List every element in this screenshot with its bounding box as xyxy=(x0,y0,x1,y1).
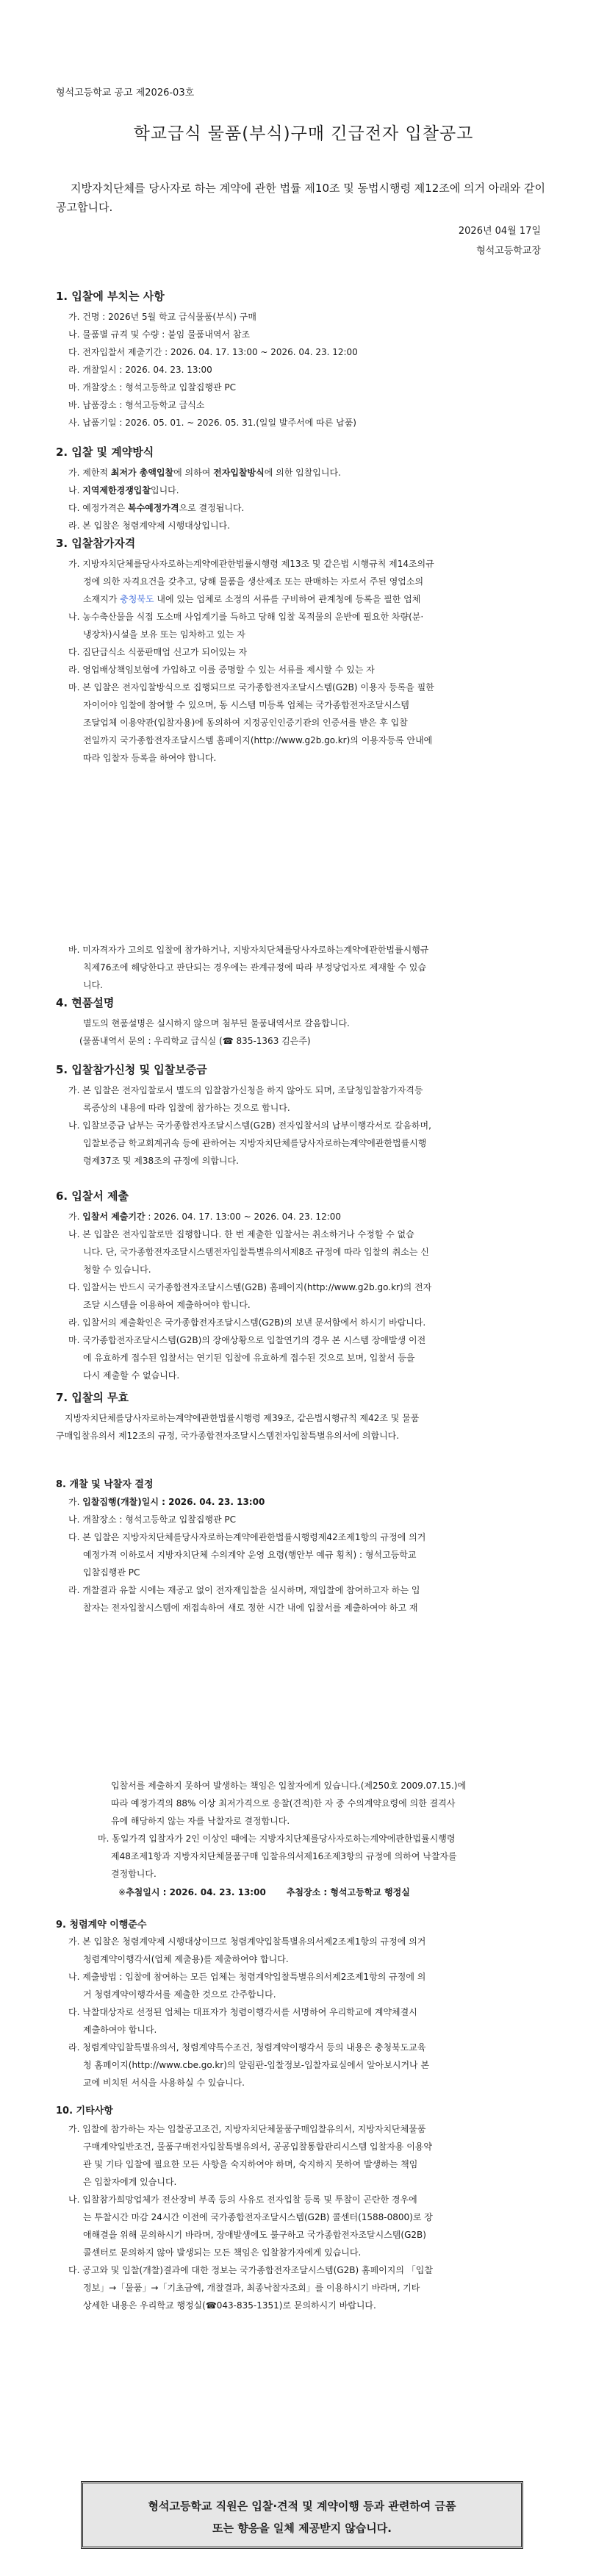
contact-line xyxy=(79,1034,311,1047)
draw-info xyxy=(118,1886,410,1898)
list-item: 가. 지방자치단체를당사자로하는계약에관한법률시행령 제13조 및 같은법 시행규칙 제14조의규 xyxy=(68,559,434,569)
list-item-continued: 정에 의한 자격요건을 갖추고, 당해 물품을 생산제조 또는 판매하는 자로서 주된 영업소의 xyxy=(83,576,424,587)
list-item: 라. 청렴계약입찰특별유의서, 청렴계약특수조건, 청렴계약이행각서 등의 내용은 충청북도교육 xyxy=(68,2042,426,2053)
list-item: 라. 개찰일시 : 2026. 04. 23. 13:00 xyxy=(68,365,212,375)
text: 내에 있는 업체로 소정의 서류를 구비하여 관계청에 등록을 필한 업체 xyxy=(154,594,421,604)
list-item-continued: 제출하여야 합니다. xyxy=(83,2025,157,2035)
text: 가. xyxy=(68,1497,83,1507)
list-item xyxy=(68,466,341,479)
list-item: 나. 본 입찰은 전자입찰로만 집행합니다. 한 번 제출한 입찰서는 취소하거나 수정할 수 없습 xyxy=(68,1229,414,1239)
integrity-notice-box xyxy=(81,2481,523,2549)
list-item-continued: 에 유효하게 접수된 입찰서는 연기된 입찰에 유효하게 접수된 것으로 보며, 입찰서 등을 xyxy=(83,1353,415,1363)
section-heading: 1. 입찰에 부치는 사항 xyxy=(56,290,165,303)
list-item-continued xyxy=(83,593,420,605)
list-item: 바. 납품장소 : 형석고등학교 급식소 xyxy=(68,400,205,410)
list-item-continued: 교에 비치된 서식을 사용하실 수 있습니다. xyxy=(83,2078,245,2088)
list-item: 나. 입찰보증금 납부는 국가종합전자조달시스템(G2B) 전자입찰서의 납부이행각서로 갈음하며, xyxy=(68,1120,431,1131)
list-item-continued: 니다. 단, 국가종합전자조달시스템전자입찰특별유의서제8조 규정에 따라 입찰의 취소는 신 xyxy=(83,1247,429,1257)
section-heading: 2. 입찰 및 계약방식 xyxy=(56,446,154,459)
list-item-continued: 다시 제출할 수 없습니다. xyxy=(83,1370,180,1381)
list-item-continued: 따라 입찰자 등록을 하여야 합니다. xyxy=(83,753,217,763)
emphasis: 최저가 총액입찰 xyxy=(110,468,174,478)
list-item-continued: 따라 예정가격의 88% 이상 최저가격으로 응찰(견적)한 자 중 수의계약요령에 의한 결격사 xyxy=(111,1798,456,1808)
text: : 2026. 04. 17. 13:00 ~ 2026. 04. 23. 12:00 xyxy=(145,1212,342,1222)
paragraph-line: 별도의 현품설명은 실시하지 않으며 첨부된 물품내역서로 갈음합니다. xyxy=(83,1018,350,1028)
announcement-date: 2026년 04월 17일 xyxy=(458,226,541,237)
list-item-continued: 는 투찰시간 마감 24시간 이전에 국가종합전자조달시스템(G2B) 콜센터(1588-0800)로 장 xyxy=(83,2212,433,2222)
integrity-notice-line: 또는 향응을 일체 제공받지 않습니다. xyxy=(212,2522,392,2535)
list-item: 라. 본 입찰은 청렴계약제 시행대상입니다. xyxy=(68,520,230,531)
list-item-continued: 냉장차)시설을 보유 또는 임차하고 있는 자 xyxy=(83,629,245,640)
list-item: 다. 입찰서는 반드시 국가종합전자조달시스템(G2B) 홈페이지(http://www.g2b.go.kr)의 전자 xyxy=(68,1282,432,1292)
list-item-continued: 록증상의 내용에 따라 입찰에 참가하는 것으로 합니다. xyxy=(83,1103,290,1113)
list-item: 나. 개찰장소 : 형석고등학교 입찰집행관 PC xyxy=(68,1514,237,1525)
list-item-continued: 거 청렴계약이행각서를 제출한 것으로 간주합니다. xyxy=(83,1989,276,2000)
text: 가. xyxy=(68,1212,83,1222)
text: 043-835-1351)로 문의하시기 바랍니다. xyxy=(216,2300,376,2311)
list-item: 사. 납품기일 : 2026. 05. 01. ~ 2026. 05. 31.(일일 발주서에 따른 납품) xyxy=(68,418,356,428)
list-item: 마. 국가종합전자조달시스템(G2B)의 장애상황으로 입찰연기의 경우 본 시스템 장애발생 이전 xyxy=(68,1335,426,1345)
list-item-continued: 자이어야 입찰에 참여할 수 있으며, 동 시스템 미등록 업체는 국가종합전자조달시스템 xyxy=(83,700,409,710)
paragraph-line: 지방자치단체를당사자로하는계약에관한법률시행령 제39조, 같은법시행규칙 제42조 및 물품 xyxy=(65,1413,420,1423)
highlight-text: 충청북도 xyxy=(120,594,154,604)
emphasis: 전자입찰방식 xyxy=(213,468,265,478)
text: 입니다. xyxy=(150,485,179,495)
list-item xyxy=(68,501,244,514)
list-item: 나. 제출방법 : 입찰에 참여하는 모든 업체는 청렴계약입찰특별유의서제2조제1항의 규정에 의 xyxy=(68,1972,426,1982)
emphasis: 입찰집행(개찰)일시 : 2026. 04. 23. 13:00 xyxy=(82,1497,265,1507)
emphasis: 지역제한경쟁입찰 xyxy=(82,485,151,495)
list-item-continued: 입찰보증금 학교회계귀속 등에 관하여는 지방자치단체를당사자로하는계약에관한법률시행 xyxy=(83,1138,427,1148)
list-item: 가. 입찰에 참가하는 자는 입찰공고조건, 지방자치단체물품구매입찰유의서, 지방자치단체물품 xyxy=(68,2124,426,2134)
list-item-continued: 전일까지 국가종합전자조달시스템 홈페이지(http://www.g2b.go.kr)의 이용자등록 안내에 xyxy=(83,735,433,745)
list-item-continued: 결정합니다. xyxy=(111,1869,157,1879)
list-item: 마. 동일가격 입찰자가 2인 이상인 때에는 지방자치단체를당사자로하는계약에관한법률시행령 xyxy=(98,1833,456,1844)
list-item xyxy=(68,1210,341,1223)
list-item: 나. 물품별 규격 및 수량 : 붙임 물품내역서 참조 xyxy=(68,329,251,340)
list-item: 다. 집단급식소 식품판매업 신고가 되어있는 자 xyxy=(68,647,248,657)
list-item: 바. 미자격자가 고의로 입찰에 참가하거나, 지방자치단체를당사자로하는계약에관한법률시행규 xyxy=(68,945,429,955)
page-title: 학교급식 물품(부식)구매 긴급전자 입찰공고 xyxy=(133,124,474,143)
section-heading: 7. 입찰의 무효 xyxy=(56,1391,129,1404)
text: 가. 제한적 xyxy=(68,468,111,478)
list-item-continued: 구매계약일반조건, 물품구매전자입찰특별유의서, 공공입찰통합관리시스템 입찰자용 이용약 xyxy=(83,2142,432,2152)
list-item-continued: 은 입찰자에게 있습니다. xyxy=(83,2177,177,2187)
list-item: 라. 개찰결과 유찰 시에는 재공고 없이 전자재입찰을 실시하며, 재입찰에 참여하고자 하는 입 xyxy=(68,1585,420,1595)
section-heading: 9. 청렴계약 이행준수 xyxy=(56,1920,147,1931)
intro-paragraph: 지방자치단체를 당사자로 하는 계약에 관한 법률 제10조 및 동법시행령 제12조에 의거 아래와 같이 공고합니다. xyxy=(56,182,546,214)
list-item-continued: 칙제76조에 해당한다고 판단되는 경우에는 관계규정에 따라 부정당업자로 제재할 수 있습 xyxy=(83,962,426,973)
list-item-continued: 제48조제1항과 지방자치단체물품구매 입찰유의서제16조제3항의 규정에 의하여 낙찰자를 xyxy=(111,1851,457,1861)
text: (물품내역서 문의 : 우리학교 급식실 ( xyxy=(79,1036,223,1046)
list-item xyxy=(68,1495,265,1508)
section-heading: 3. 입찰참가자격 xyxy=(56,537,136,550)
list-item: 가. 건명 : 2026년 5월 학교 급식물품(부식) 구매 xyxy=(68,312,256,322)
list-item: 라. 입찰서의 제출확인은 국가종합전자조달시스템(G2B)의 보낸 문서함에서 하시기 바랍니다. xyxy=(68,1317,426,1328)
list-item: 마. 개찰장소 : 형석고등학교 입찰집행관 PC xyxy=(68,382,237,393)
list-item-continued: 예정가격 이하로서 지방자치단체 수의계약 운영 요령(행안부 예규 횡칙) : 형석고등학교 xyxy=(83,1550,417,1560)
text: 으로 결정됩니다. xyxy=(179,503,245,513)
list-item-continued: 입찰집행관 PC xyxy=(83,1567,140,1578)
text: 에 의하여 xyxy=(173,468,214,478)
list-item-continued: 조달 시스템을 이용하여 제출하여야 합니다. xyxy=(83,1300,251,1310)
emphasis: 입찰서 제출기간 xyxy=(82,1212,146,1222)
phone-icon: ☎ xyxy=(205,2300,217,2311)
list-item: 다. 낙찰대상자로 선정된 업체는 대표자가 청렴이행각서를 서명하여 우리학교에 계약체결시 xyxy=(68,2007,417,2017)
text: 다. 예정가격은 xyxy=(68,503,128,513)
list-item-continued: 조달업체 이용약관(입찰자용)에 동의하여 지정공인인증기관의 인증서를 받은 후 입찰 xyxy=(83,718,408,728)
paragraph-line: 구매입찰유의서 제12조의 규정, 국가종합전자조달시스템전자입찰특별유의서에 의합니다. xyxy=(56,1431,400,1441)
list-item xyxy=(68,484,179,496)
list-item-continued: 정보」→「물품」→「기초금액, 개찰결과, 최종낙찰자조회」를 이용하시기 바라며, 기타 xyxy=(83,2283,420,2293)
list-item: 나. 농수축산물을 식접 도소매 사업계기를 득하고 당해 입찰 목적물의 운반에 필요한 차량(분· xyxy=(68,612,424,622)
integrity-notice-line: 형석고등학교 직원은 입찰·견적 및 계약이행 등과 관련하여 금품 xyxy=(148,2500,456,2513)
text: 에 의한 입찰입니다. xyxy=(264,468,341,478)
list-item: 가. 본 입찰은 청렴계약제 시행대상이므로 청렴계약입찰특별유의서제2조제1항의 규정에 의거 xyxy=(68,1936,426,1947)
section-heading: 8. 개찰 및 낙찰자 결정 xyxy=(56,1479,154,1490)
list-item: 나. 입찰참가희망업체가 전산장비 부족 등의 사유로 전자입찰 등록 및 투찰이 곤란한 경우에 xyxy=(68,2194,417,2205)
section-heading: 5. 입찰참가신청 및 입찰보증금 xyxy=(56,1063,207,1076)
list-item: 다. 전자입찰서 제출기간 : 2026. 04. 17. 13:00 ~ 2026. 04. 23. 12:00 xyxy=(68,347,358,357)
list-item: 라. 영업배상책임보험에 가입하고 이를 증명할 수 있는 서류를 제시할 수 있는 자 xyxy=(68,665,375,675)
notice-number: 형석고등학교 공고 제2026-03호 xyxy=(56,87,195,99)
list-item-continued: 관 및 기타 입찰에 필요한 모든 사항을 숙지하여야 하며, 숙지하지 못하여 발생하는 책임 xyxy=(83,2159,418,2169)
text: 소재지가 xyxy=(83,594,121,604)
list-item-continued: 령제37조 및 제38조의 규정에 의합니다. xyxy=(83,1156,239,1166)
emphasis: 추첨일시 : 2026. 04. 23. 13:00 xyxy=(126,1887,266,1897)
phone-icon: ☎ xyxy=(222,1036,234,1046)
text: 나. xyxy=(68,485,83,495)
list-item-continued: 청 홈페이지(http://www.cbe.go.kr)의 알림판-입찰정보-입찰자료실에서 알아보시거나 본 xyxy=(83,2060,430,2070)
text: 835-1363 김은주) xyxy=(233,1036,311,1046)
list-item-continued: 찰자는 전자입찰시스템에 재접속하여 새로 정한 시간 내에 입찰서를 제출하여야 하고 재 xyxy=(83,1603,418,1613)
list-item: 가. 본 입찰은 전자입찰로서 별도의 입찰참가신청을 하지 않아도 되며, 조달청입찰참가자격등 xyxy=(68,1085,423,1095)
list-item-continued: 청렴계약이행각서(업체 제출용)를 제출하여야 합니다. xyxy=(83,1954,289,1964)
text: 상세한 내용은 우리학교 행정실( xyxy=(83,2300,206,2311)
list-item-continued: 니다. xyxy=(83,980,103,990)
list-item-continued: 유에 해당하지 않는 자를 낙찰자로 결정합니다. xyxy=(111,1816,290,1826)
section-heading: 10. 기타사항 xyxy=(56,2105,113,2117)
list-item-continued: 애해결을 위해 문의하시기 바라며, 장애발생에도 불구하고 국가종합전자조달시스템(G2B) xyxy=(83,2230,426,2240)
note-mark: ※ xyxy=(118,1887,126,1897)
list-item: 다. 본 입찰은 지방자치단체를당사자로하는계약에관한법률시행령제42조제1항의 규정에 의거 xyxy=(68,1532,426,1542)
list-item: 마. 본 입찰은 전자입찰방식으로 집행되므로 국가종합전자조달시스템(G2B) 이용자 등록을 필한 xyxy=(68,682,434,693)
list-item: 다. 공고와 및 입찰(개찰)결과에 대한 정보는 국가종합전자조달시스템(G2B) 홈페이지의 「입찰 xyxy=(68,2265,433,2275)
contact-line xyxy=(83,2299,376,2311)
list-item-continued: 청할 수 있습니다. xyxy=(83,1264,151,1275)
list-item-continued: 콜센터로 문의하지 않아 발생되는 모든 책임은 입찰참가자에게 있습니다. xyxy=(83,2247,362,2258)
issuer-name: 형석고등학교장 xyxy=(476,246,541,257)
section-heading: 6. 입찰서 제출 xyxy=(56,1189,129,1203)
emphasis: 복수예정가격 xyxy=(128,503,179,513)
section-heading: 4. 현품설명 xyxy=(56,996,115,1009)
emphasis: 추첨장소 : 형석고등학교 행정실 xyxy=(286,1887,410,1897)
list-item-continued: 입찰서를 제출하지 못하여 발생하는 책임은 입찰자에게 있습니다.(제250호 2009.07.15.)에 xyxy=(111,1781,467,1791)
